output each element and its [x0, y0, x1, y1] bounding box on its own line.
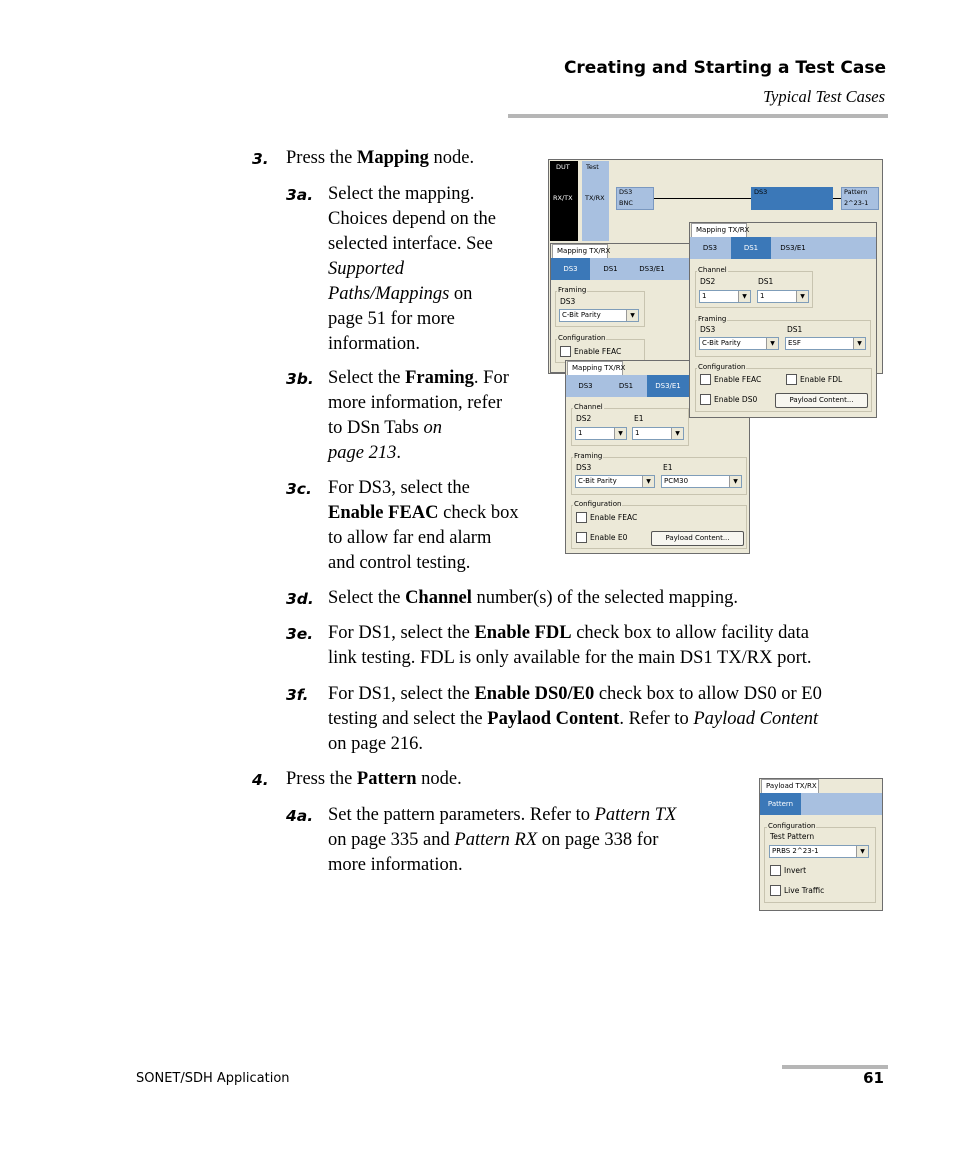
ds2-label: DS2 [576, 414, 592, 423]
step-number: 3f. [286, 686, 309, 704]
framing-group-title: Framing [574, 452, 603, 460]
step-number: 3e. [286, 625, 314, 643]
ds1-label: DS1 [758, 277, 774, 286]
e1-channel-select[interactable]: 1 ▼ [632, 427, 684, 440]
page-number: 61 [863, 1069, 884, 1087]
step-text: For DS1, select the Enable DS0/E0 check box to allow DS0 or E0 testing and select the Paylaod Content. Refer to Payload Content on page 216. [328, 684, 822, 754]
connector-line [654, 198, 752, 199]
step-number: 3d. [286, 590, 314, 608]
payload-content-button[interactable]: Payload Content... [775, 393, 868, 408]
enable-feac-label: Enable FEAC [590, 513, 638, 522]
ds1-channel-select[interactable]: 1 ▼ [757, 290, 809, 303]
pattern-node-label: Pattern [844, 188, 868, 196]
enable-feac-label: Enable FEAC [574, 347, 622, 356]
invert-checkbox[interactable] [770, 865, 781, 876]
step-text: For DS3, select the Enable FEAC check box to allow far end alarm and control testing. [328, 478, 519, 573]
ds1-framing-select[interactable]: ESF ▼ [785, 337, 866, 350]
step-number: 3c. [286, 480, 312, 498]
pattern-node-value: 2^23-1 [844, 199, 869, 207]
step-number: 3. [252, 150, 269, 168]
step-number: 4. [252, 771, 269, 789]
live-traffic-checkbox[interactable] [770, 885, 781, 896]
e1-label: E1 [634, 414, 644, 423]
chevron-down-icon: ▼ [853, 338, 865, 349]
step-number: 3b. [286, 370, 314, 388]
mapping-tab[interactable]: Mapping TX/RX [567, 361, 623, 375]
channel-group-title: Channel [698, 266, 727, 274]
mapping-btn-ds3e1[interactable]: DS3/E1 [639, 265, 665, 273]
test-label: Test [586, 163, 599, 171]
step-number: 4a. [286, 807, 314, 825]
enable-feac-checkbox[interactable] [560, 346, 571, 357]
chevron-down-icon: ▼ [626, 310, 638, 321]
mapping-btn-ds3e1[interactable]: DS3/E1 [647, 375, 689, 397]
config-group-title: Configuration [768, 822, 816, 830]
e1-framing-select[interactable]: PCM30 ▼ [661, 475, 742, 488]
step-text: Press the Mapping node. [286, 148, 475, 168]
connector-line [833, 198, 841, 199]
mapping-node-label: DS3 [754, 188, 768, 196]
header-rule [508, 114, 888, 118]
config-group-title: Configuration [698, 363, 746, 371]
bnc-node-label: BNC [619, 199, 633, 207]
enable-ds0-checkbox[interactable] [700, 394, 711, 405]
invert-label: Invert [784, 866, 807, 875]
txrx-label: TX/RX [585, 194, 605, 202]
framing-group-title: Framing [698, 315, 727, 323]
step-text: Select the mapping. Choices depend on the selected interface. See Supported Paths/Mappings on page 51 for more information. [328, 184, 496, 354]
ds3-node-label: DS3 [619, 188, 633, 196]
e1-framing-label: E1 [663, 463, 673, 472]
ds1-framing-label: DS1 [787, 325, 803, 334]
mapping-btn-ds3[interactable]: DS3 [702, 244, 718, 252]
enable-feac-label: Enable FEAC [714, 375, 762, 384]
ds2-label: DS2 [700, 277, 716, 286]
section-title: Creating and Starting a Test Case [563, 58, 886, 78]
enable-ds0-label: Enable DS0 [714, 395, 758, 404]
enable-fdl-checkbox[interactable] [786, 374, 797, 385]
chevron-down-icon: ▼ [729, 476, 741, 487]
ds3-framing-label: DS3 [700, 325, 716, 334]
test-pattern-label: Test Pattern [770, 832, 815, 841]
ds3-framing-select[interactable]: C-Bit Parity ▼ [699, 337, 779, 350]
live-traffic-label: Live Traffic [784, 886, 825, 895]
enable-e0-label: Enable E0 [590, 533, 628, 542]
step-text: Press the Pattern node. [286, 769, 462, 789]
chevron-down-icon: ▼ [642, 476, 654, 487]
test-pattern-select[interactable]: PRBS 2^23-1 ▼ [769, 845, 869, 858]
payload-tab[interactable]: Payload TX/RX [761, 779, 819, 793]
ds2-channel-select[interactable]: 1 ▼ [699, 290, 751, 303]
mapping-btn-ds3[interactable]: DS3 [578, 382, 593, 390]
step-number: 3a. [286, 186, 314, 204]
rxtx-label: RX/TX [553, 194, 573, 202]
ds3-framing-label: DS3 [560, 297, 576, 306]
dut-label: DUT [556, 163, 570, 171]
footer-text: SONET/SDH Application [136, 1071, 290, 1086]
framing-group-title: Framing [558, 286, 587, 294]
channel-group-title: Channel [574, 403, 603, 411]
chevron-down-icon: ▼ [856, 846, 868, 857]
step-text: Select the Channel number(s) of the selected mapping. [328, 588, 738, 608]
payload-content-button[interactable]: Payload Content... [651, 531, 744, 546]
enable-feac-checkbox[interactable] [700, 374, 711, 385]
chevron-down-icon: ▼ [671, 428, 683, 439]
step-text: Set the pattern parameters. Refer to Pattern TX on page 335 and Pattern RX on page 338 for more information. [328, 805, 677, 875]
config-group-title: Configuration [558, 334, 606, 342]
mapping-btn-ds1[interactable]: DS1 [603, 265, 618, 273]
enable-fdl-label: Enable FDL [800, 375, 843, 384]
mapping-btn-ds3e1[interactable]: DS3/E1 [780, 244, 806, 252]
step-text: Select the Framing. For more information, refer to DSn Tabs on page 213. [328, 368, 509, 463]
mapping-btn-ds1[interactable]: DS1 [618, 382, 634, 390]
mapping-btn-ds1[interactable]: DS1 [731, 237, 771, 259]
enable-feac-checkbox[interactable] [576, 512, 587, 523]
pattern-button[interactable]: Pattern [760, 793, 801, 815]
chevron-down-icon: ▼ [766, 338, 778, 349]
chevron-down-icon: ▼ [614, 428, 626, 439]
section-subtitle: Typical Test Cases [763, 87, 885, 106]
ds2-channel-select[interactable]: 1 ▼ [575, 427, 627, 440]
mapping-tab[interactable]: Mapping TX/RX [691, 223, 747, 237]
config-group-title: Configuration [574, 500, 622, 508]
chevron-down-icon: ▼ [738, 291, 750, 302]
chevron-down-icon: ▼ [796, 291, 808, 302]
mapping-tab[interactable]: Mapping TX/RX [552, 244, 608, 258]
ds3-framing-select[interactable]: C-Bit Parity ▼ [575, 475, 655, 488]
enable-e0-checkbox[interactable] [576, 532, 587, 543]
ds3-framing-label: DS3 [576, 463, 592, 472]
mapping-btn-ds3[interactable]: DS3 [551, 258, 590, 280]
ds3-framing-select[interactable]: C-Bit Parity ▼ [559, 309, 639, 322]
step-text: For DS1, select the Enable FDL check box to allow facility data link testing. FDL is only available for the main DS1 TX/RX port. [328, 623, 812, 668]
